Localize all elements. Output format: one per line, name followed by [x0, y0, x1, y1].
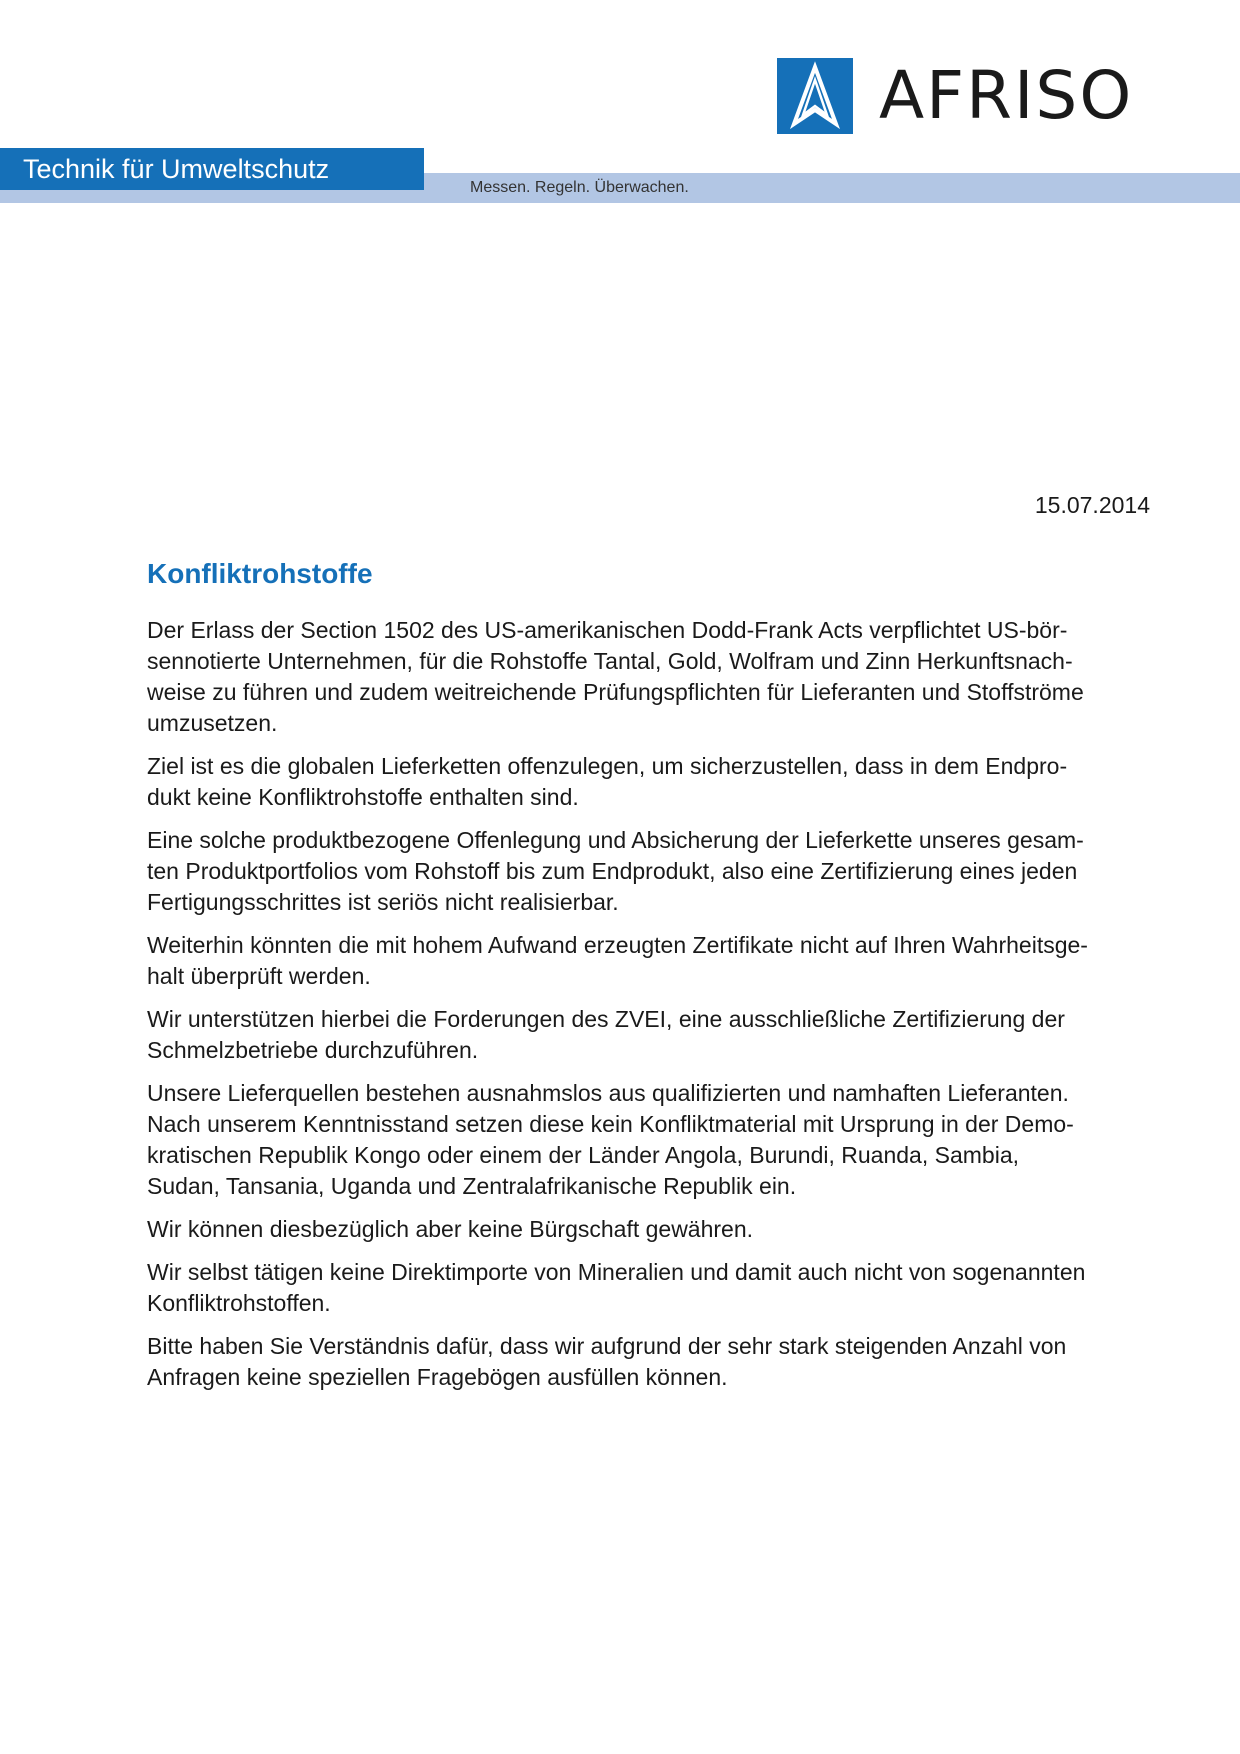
- paragraph: [147, 615, 1147, 739]
- document-date: 15.07.2014: [1034, 492, 1150, 518]
- paragraph: [147, 930, 1147, 992]
- paragraph-line: Wir unterstützen hierbei die Forderungen des ZVEI, eine ausschließliche Zertifizierung der: [147, 1006, 1065, 1032]
- paragraph-line: Konfliktrohstoffen.: [147, 1290, 331, 1316]
- document-title: Konfliktrohstoffe: [147, 558, 373, 589]
- paragraph: [147, 825, 1147, 918]
- paragraph-line: Der Erlass der Section 1502 des US-amerikanischen Dodd-Frank Acts verpflichtet US-bör-: [147, 617, 1068, 643]
- paragraph-line: Sudan, Tansania, Uganda und Zentralafrikanische Republik ein.: [147, 1173, 797, 1199]
- paragraph: [147, 1078, 1147, 1202]
- paragraph-line: Wir können diesbezüglich aber keine Bürgschaft gewähren.: [147, 1216, 754, 1242]
- paragraph-line: weise zu führen und zudem weitreichende Prüfungspflichten für Lieferanten und Stoffströme: [147, 679, 1084, 705]
- paragraph-line: Bitte haben Sie Verständnis dafür, dass wir aufgrund der sehr stark steigenden Anzahl von: [147, 1333, 1067, 1359]
- document-body: [147, 615, 1147, 1405]
- paragraph-line: halt überprüft werden.: [147, 963, 371, 989]
- paragraph-line: Nach unserem Kenntnisstand setzen diese kein Konfliktmaterial mit Ursprung in der Demo-: [147, 1111, 1074, 1137]
- paragraph-line: Weiterhin könnten die mit hohem Aufwand erzeugten Zertifikate nicht auf Ihren Wahrheitsge-: [147, 932, 1088, 958]
- paragraph-line: Unsere Lieferquellen bestehen ausnahmslos aus qualifizierten und namhaften Lieferanten.: [147, 1080, 1069, 1106]
- paragraph-line: Eine solche produktbezogene Offenlegung und Absicherung der Lieferkette unseres gesam-: [147, 827, 1084, 853]
- paragraph: [147, 1257, 1147, 1319]
- paragraph-line: kratischen Republik Kongo oder einem der Länder Angola, Burundi, Ruanda, Sambia,: [147, 1142, 1020, 1168]
- paragraph-line: Schmelzbetriebe durchzuführen.: [147, 1037, 479, 1063]
- paragraph: [147, 1331, 1147, 1393]
- paragraph-line: Ziel ist es die globalen Lieferketten offenzulegen, um sicherzustellen, dass in dem Endpro-: [147, 753, 1068, 779]
- paragraph: [147, 1214, 1147, 1245]
- brand-logo: [777, 58, 1133, 134]
- afriso-triangle-icon: [777, 58, 853, 134]
- brand-name: AFRISO: [879, 57, 1134, 134]
- paragraph: [147, 1004, 1147, 1066]
- slogan: Messen. Regeln. Überwachen.: [470, 179, 689, 196]
- paragraph-line: Wir selbst tätigen keine Direktimporte von Mineralien und damit auch nicht von sogenannten: [147, 1259, 1086, 1285]
- paragraph: [147, 751, 1147, 813]
- paragraph-line: Fertigungsschrittes ist seriös nicht realisierbar.: [147, 889, 619, 915]
- paragraph-line: ten Produktportfolios vom Rohstoff bis zum Endprodukt, also eine Zertifizierung eines jeden: [147, 858, 1078, 884]
- paragraph-line: sennotierte Unternehmen, für die Rohstoffe Tantal, Gold, Wolfram und Zinn Herkunftsnach-: [147, 648, 1073, 674]
- paragraph-line: Anfragen keine speziellen Fragebögen ausfüllen können.: [147, 1364, 728, 1390]
- paragraph-line: dukt keine Konfliktrohstoffe enthalten sind.: [147, 784, 579, 810]
- tagline: Technik für Umweltschutz: [23, 154, 330, 184]
- paragraph-line: umzusetzen.: [147, 710, 278, 736]
